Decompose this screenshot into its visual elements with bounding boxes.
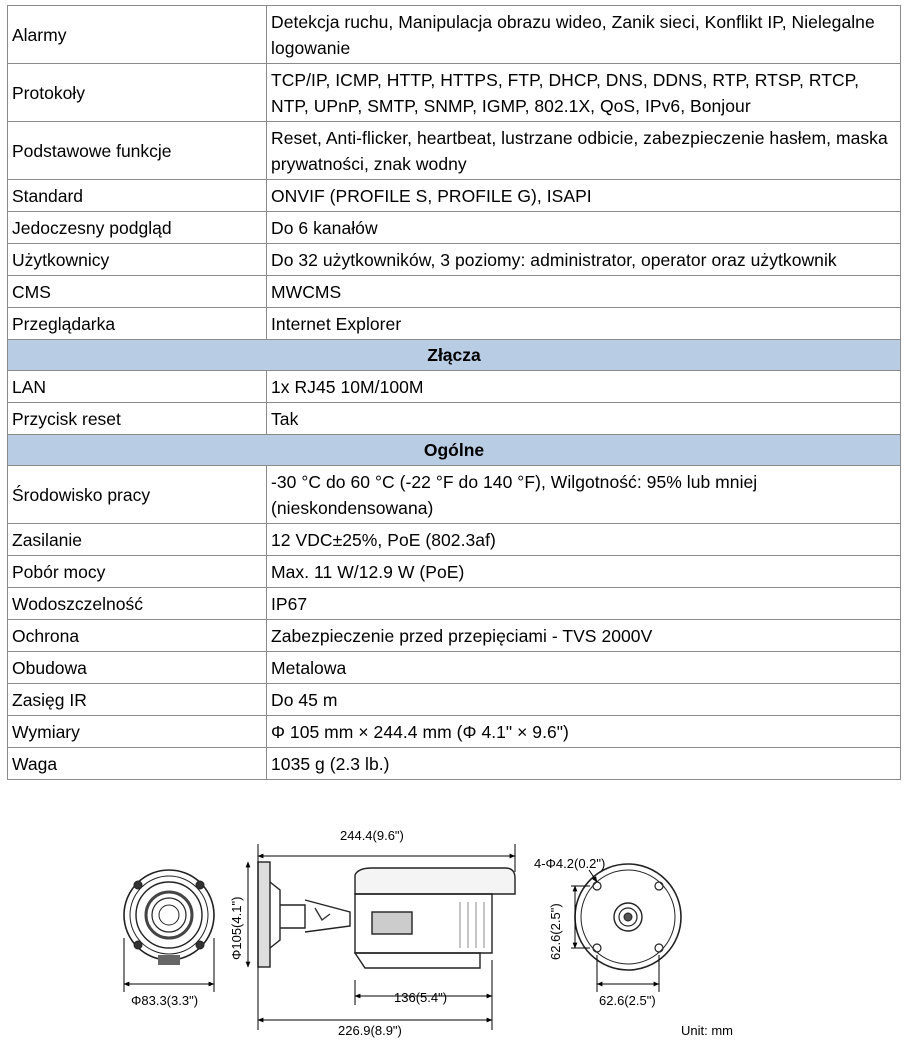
spec-value: IP67: [267, 588, 901, 620]
table-row: [8, 244, 901, 276]
table-row: [8, 212, 901, 244]
spec-value: 1035 g (2.3 lb.): [267, 748, 901, 780]
spec-value: Internet Explorer: [267, 308, 901, 340]
table-row: [8, 180, 901, 212]
spec-key: Waga: [8, 748, 267, 780]
spec-value: 12 VDC±25%, PoE (802.3af): [267, 524, 901, 556]
spec-value: Do 32 użytkowników, 3 poziomy: administrator, operator oraz użytkownik: [267, 244, 901, 276]
unit-label: Unit: mm: [681, 1023, 733, 1038]
mount-height-label: 62.6(2.5"): [548, 903, 563, 960]
spec-key: Użytkownicy: [8, 244, 267, 276]
body-diameter-label: Φ105(4.1"): [229, 896, 244, 960]
spec-value: TCP/IP, ICMP, HTTP, HTTPS, FTP, DHCP, DNS, DDNS, RTP, RTSP, RTCP, NTP, UPnP, SMTP, SNMP, IGMP, 802.1X, QoS, IPv6, Bonjour: [267, 64, 901, 122]
spec-value: Detekcja ruchu, Manipulacja obrazu wideo, Zanik sieci, Konflikt IP, Nielegalne logowanie: [267, 6, 901, 64]
table-row: [8, 371, 901, 403]
spec-value: Metalowa: [267, 652, 901, 684]
spec-key: Jedoczesny podgląd: [8, 212, 267, 244]
spec-key: Podstawowe funkcje: [8, 122, 267, 180]
spec-value: Zabezpieczenie przed przepięciami - TVS 2000V: [267, 620, 901, 652]
table-row: [8, 64, 901, 122]
mount-view: [575, 864, 681, 970]
spec-key: Protokoły: [8, 64, 267, 122]
spec-key: Alarmy: [8, 6, 267, 64]
mount-width-label: 62.6(2.5"): [599, 993, 656, 1008]
housing-length-label: 136(5.4"): [394, 990, 448, 1005]
section-header: [8, 340, 901, 371]
table-row: [8, 716, 901, 748]
spec-key: Obudowa: [8, 652, 267, 684]
spec-key: Standard: [8, 180, 267, 212]
table-row: [8, 620, 901, 652]
spec-key: Ochrona: [8, 620, 267, 652]
spec-value: Tak: [267, 403, 901, 435]
spec-key: Środowisko pracy: [8, 466, 267, 524]
total-length-label: 244.4(9.6"): [340, 828, 404, 843]
spec-value: ONVIF (PROFILE S, PROFILE G), ISAPI: [267, 180, 901, 212]
table-row: [8, 276, 901, 308]
spec-key: Przycisk reset: [8, 403, 267, 435]
spec-key: CMS: [8, 276, 267, 308]
table-row: [8, 6, 901, 64]
spec-value: 1x RJ45 10M/100M: [267, 371, 901, 403]
spec-value: MWCMS: [267, 276, 901, 308]
dimension-drawing: [0, 820, 908, 1058]
table-row: [8, 588, 901, 620]
table-row: [8, 403, 901, 435]
table-row: [8, 466, 901, 524]
side-view: [258, 862, 515, 968]
spec-key: Przeglądarka: [8, 308, 267, 340]
section-header: [8, 435, 901, 466]
table-row: [8, 684, 901, 716]
spec-key: Pobór mocy: [8, 556, 267, 588]
spec-key: Wodoszczelność: [8, 588, 267, 620]
table-row: [8, 652, 901, 684]
section-title-zlacza: Złącza: [8, 340, 901, 371]
table-row: [8, 308, 901, 340]
spec-key: LAN: [8, 371, 267, 403]
table-row: [8, 122, 901, 180]
table-row: [8, 524, 901, 556]
table-row: [8, 556, 901, 588]
spec-value: Do 6 kanałów: [267, 212, 901, 244]
spec-table: [7, 5, 901, 780]
front-view: [124, 870, 214, 965]
spec-value: Do 45 m: [267, 684, 901, 716]
spec-key: Wymiary: [8, 716, 267, 748]
section-title-ogolne: Ogólne: [8, 435, 901, 466]
spec-key: Zasilanie: [8, 524, 267, 556]
spec-value: Max. 11 W/12.9 W (PoE): [267, 556, 901, 588]
holes-label: 4-Φ4.2(0.2"): [534, 856, 606, 871]
spec-key: Zasięg IR: [8, 684, 267, 716]
spec-value: -30 °C do 60 °C (-22 °F do 140 °F), Wilgotność: 95% lub mniej (nieskondensowana): [267, 466, 901, 524]
spec-value: Reset, Anti-flicker, heartbeat, lustrzane odbicie, zabezpieczenie hasłem, maska prywatności, znak wodny: [267, 122, 901, 180]
spec-value: Φ 105 mm × 244.4 mm (Φ 4.1" × 9.6"): [267, 716, 901, 748]
front-diameter-label: Φ83.3(3.3"): [131, 993, 199, 1008]
table-row: [8, 748, 901, 780]
base-length-label: 226.9(8.9"): [338, 1023, 402, 1038]
